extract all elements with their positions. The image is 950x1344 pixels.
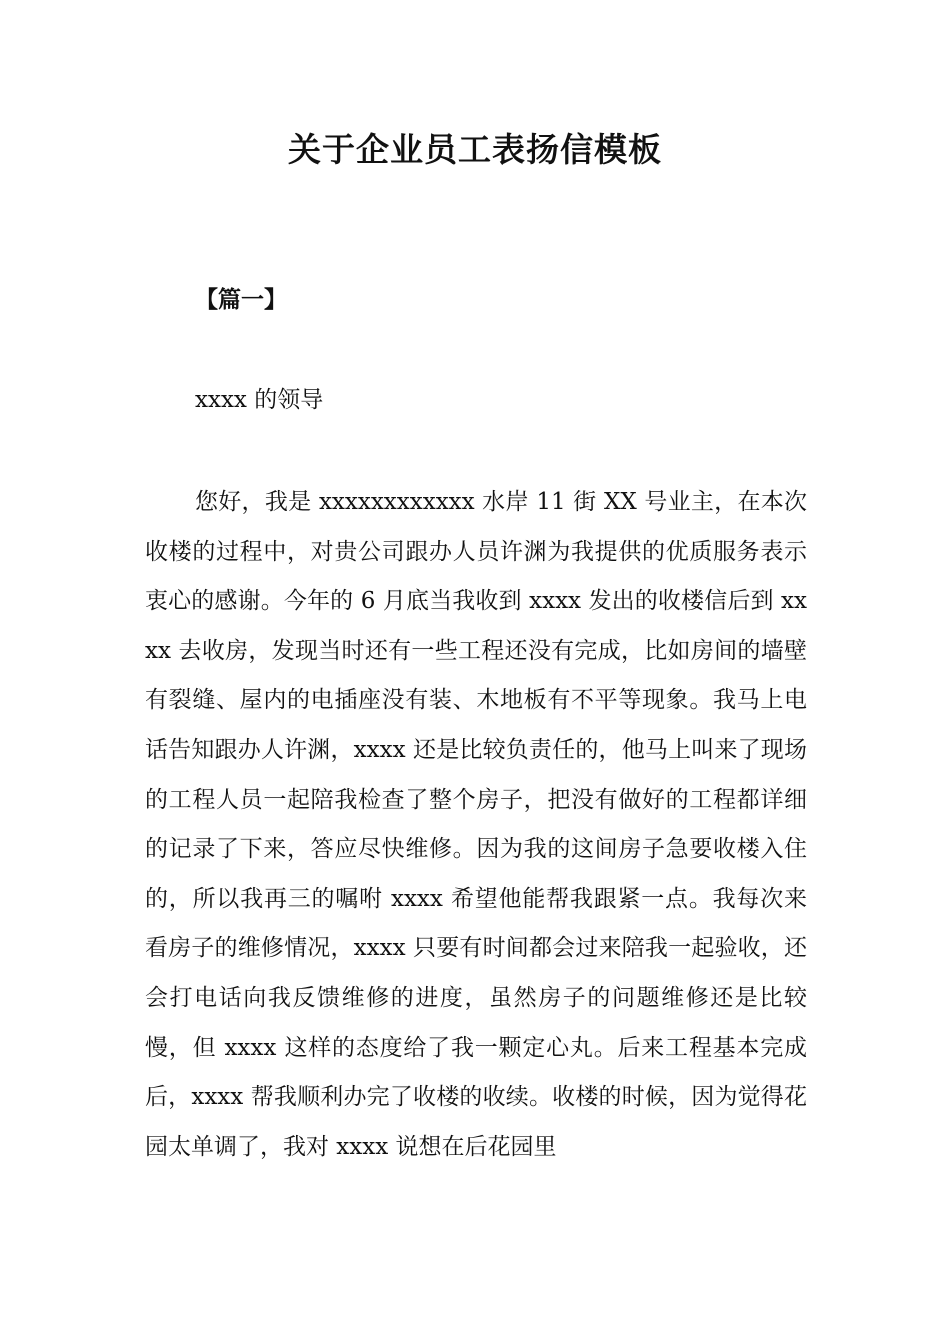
salutation: xxxx 的领导 [195,387,324,413]
section-label: 【篇一】 [195,287,287,313]
document-title: 关于企业员工表扬信模板 [288,130,662,169]
body-paragraph: 您好，我是 xxxxxxxxxxxx 水岸 11 街 XX 号业主，在本次收楼的过程中，对贵公司跟办人员许渊为我提供的优质服务表示衷心的感谢。今年的 6 月底当我收到 xxxx 发出的收楼信后到 xxxx 去收房，发现当时还有一些工程还没有完成，比如房间的墙壁有裂缝、屋内的电插座没有装、木地板有不平等现象。我马上电话告知跟办人许渊，xxxx 还是比较负责任的，他马上叫来了现场的工程人员一起陪我检查了整个房子，把没有做好的工程都详细的记录了下来，答应尽快维修。因为我的这间房子急要收楼入住的，所以我再三的嘱咐 xxxx 希望他能帮我跟紧一点。我每次来看房子的维修情况，xxxx 只要有时间都会过来陪我一起验收，还会打电话向我反馈维修的进度，虽然房子的问题维修还是比较慢，但 xxxx 这样的态度给了我一颗定心丸。后来工程基本完成后，xxxx 帮我顺利办完了收楼的收续。收楼的时候，因为觉得花园太单调了，我对 xxxx 说想在后花园里 [145,489,807,1160]
